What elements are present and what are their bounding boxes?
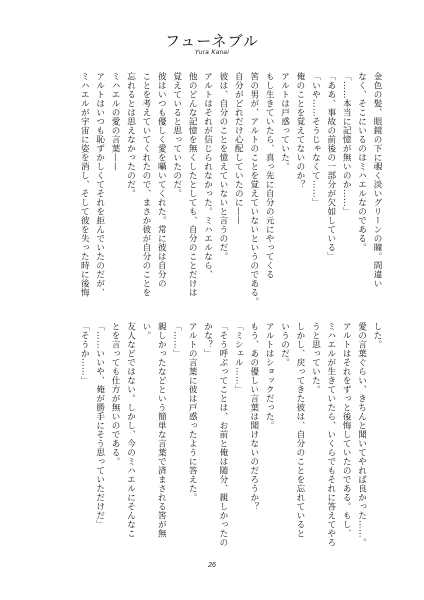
text-column: 「そうか……」 xyxy=(79,322,90,385)
text-column: アルトはそれが信じられなかった。ミハエルなら、 xyxy=(202,72,213,279)
text-block-bottom xyxy=(76,322,384,562)
author-name: Yura Kanai xyxy=(194,50,230,56)
text-column: した。 xyxy=(372,322,382,349)
text-column: 「……本当に記憶が無いのか……」 xyxy=(341,72,352,216)
text-column: 「ああ、事故の前後の一部分が欠如している」 xyxy=(325,72,336,261)
text-column: 「……いいや、俺が勝手にそう思っていただけだ」 xyxy=(94,322,105,529)
text-column: とを言っても仕方が無いのである。 xyxy=(110,322,121,466)
text-column: アルトはそれをずっと後悔していたのである。もし、 xyxy=(341,322,352,538)
text-column: ミハエルの愛の言葉—— xyxy=(110,72,121,171)
text-column: 忘れるとは思えなかったのだ。 xyxy=(125,72,136,198)
text-column: 俺のことを覚えてないのか？ xyxy=(294,72,305,189)
text-column: 金色の髪、眼鏡の下に覗く淡いグリーンの瞳。間違い xyxy=(372,72,382,288)
text-column: アルトは戸惑っていた。 xyxy=(279,72,290,171)
text-column: 「……」 xyxy=(171,322,182,358)
text-column: 「ミシェル……」 xyxy=(233,322,244,394)
text-column: い。 xyxy=(140,322,151,340)
text-column: 「そう呼ぶってことは、お前と俺は随分、親しかったの xyxy=(217,322,228,547)
text-block-top xyxy=(76,72,384,306)
text-column: 愛の言葉ぐらい、きちんと聞いてやれば良かった……。 xyxy=(356,322,367,547)
text-column: アルトはいつも恥ずかしくてそれを拒んでいたのだが、 xyxy=(94,72,105,297)
text-column: アルトの言葉に彼は戸惑ったように答えた。 xyxy=(187,322,198,502)
text-column: なく、そこにいるのはミハエルなのである。 xyxy=(356,72,367,252)
text-column: ことを考えていてくれたので、まさか彼が自分のことを xyxy=(140,72,151,297)
text-column: 親しかったなどという簡単な言葉で済まされる筈が無 xyxy=(156,322,167,538)
text-column: もう、あの優しい言葉は聞けないのだろうか？ xyxy=(248,322,259,511)
text-column: しかし、戻ってきた彼は、自分のことを忘れていると xyxy=(294,322,305,538)
page-number: 26 xyxy=(208,562,216,569)
text-column: いうのだ。 xyxy=(279,322,290,367)
story-title: フューネブル xyxy=(165,32,259,50)
text-column: 他のどんな記憶を無くしたとしても、自分のことだけは xyxy=(187,72,198,297)
text-column: ミハエルが宇宙に姿を消し、そして彼を失った時に後悔 xyxy=(79,72,90,297)
text-column: 自分がどれだけ心配していたのに—— xyxy=(233,72,244,225)
text-column: 筈の男が、アルトのことを覚えていないというのである。 xyxy=(248,72,259,306)
text-column: かな？」 xyxy=(202,322,213,358)
text-column: 彼は、自分のことを憶えていないと言うのだ。 xyxy=(217,72,228,261)
text-column: 覚えていると思っていたのだ。 xyxy=(171,72,182,198)
text-column: 「いや……そうじゃなくて……」 xyxy=(310,72,321,207)
text-column: もし生きていたら、真っ先に自分の元にやってくる xyxy=(264,72,275,279)
text-column: 友人などではない。しかし、今のミハエルにそんなこ xyxy=(125,322,136,538)
text-column: 彼はいつも優しく愛を囁いてくれた。常に彼は自分の xyxy=(156,72,167,288)
text-column: うと思っていた。 xyxy=(310,322,321,394)
text-column: アルトはショックだった。 xyxy=(264,322,275,430)
text-column: ミハエルが生きていたら、いくらでもそれに答えてやろ xyxy=(325,322,336,547)
